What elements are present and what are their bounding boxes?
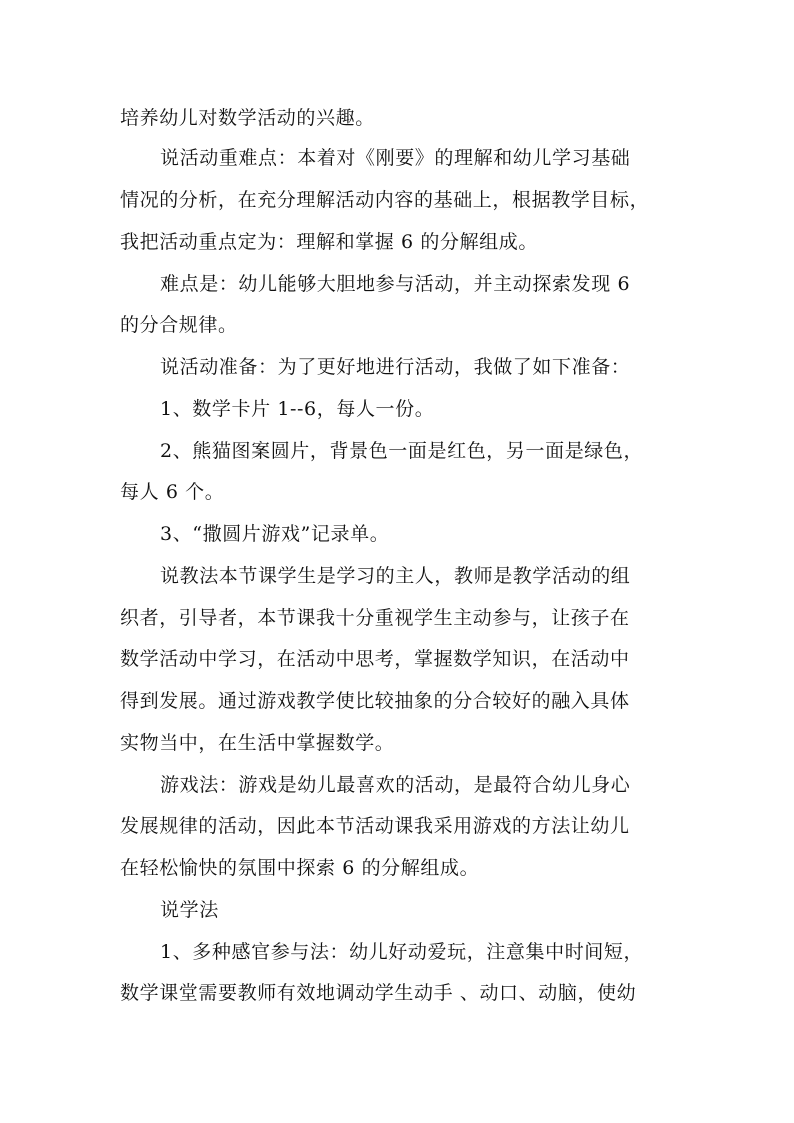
text-line-18: 发展规律的活动，因此本节活动课我采用游戏的方法让幼儿 (120, 815, 630, 837)
text-line-8: 1、数学卡片 1--6，每人一份。 (160, 398, 435, 420)
text-line-19: 在轻松愉快的氛围中探索 6 的分解组成。 (120, 857, 480, 879)
text-line-4: 我把活动重点定为：理解和掌握 6 的分解组成。 (120, 231, 538, 253)
text-line-13: 织者，引导者，本节课我十分重视学生主动参与，让孩子在 (120, 607, 630, 629)
text-line-5: 难点是：幼儿能够大胆地参与活动，并主动探索发现 6 (160, 273, 631, 295)
text-line-15: 得到发展。通过游戏教学使比较抽象的分合较好的融入具体 (120, 690, 630, 712)
text-line-21: 1、多种感官参与法：幼儿好动爱玩，注意集中时间短， (160, 941, 644, 963)
text-line-16: 实物当中，在生活中掌握数学。 (120, 732, 395, 754)
text-line-11: 3、“撒圆片游戏”记录单。 (160, 523, 390, 545)
text-line-17: 游戏法：游戏是幼儿最喜欢的活动，是最符合幼儿身心 (160, 774, 631, 796)
text-line-14: 数学活动中学习，在活动中思考，掌握数学知识，在活动中 (120, 648, 630, 670)
text-line-1: 培养幼儿对数学活动的兴趣。 (120, 107, 375, 129)
text-line-7: 说活动准备：为了更好地进行活动，我做了如下准备： (160, 356, 631, 378)
text-line-6: 的分合规律。 (120, 314, 238, 336)
text-line-3: 情况的分析，在充分理解活动内容的基础上，根据教学目标， (120, 189, 650, 211)
text-line-20: 说学法 (160, 899, 219, 921)
text-line-9: 2、熊猫图案圆片，背景色一面是红色，另一面是绿色， (160, 440, 644, 462)
text-line-10: 每人 6 个。 (120, 481, 225, 503)
text-line-2: 说活动重难点：本着对《刚要》的理解和幼儿学习基础 (160, 147, 631, 169)
text-line-12: 说教法本节课学生是学习的主人，教师是教学活动的组 (160, 565, 631, 587)
text-line-22: 数学课堂需要教师有效地调动学生动手 、动口、动脑，使幼 (120, 982, 637, 1004)
